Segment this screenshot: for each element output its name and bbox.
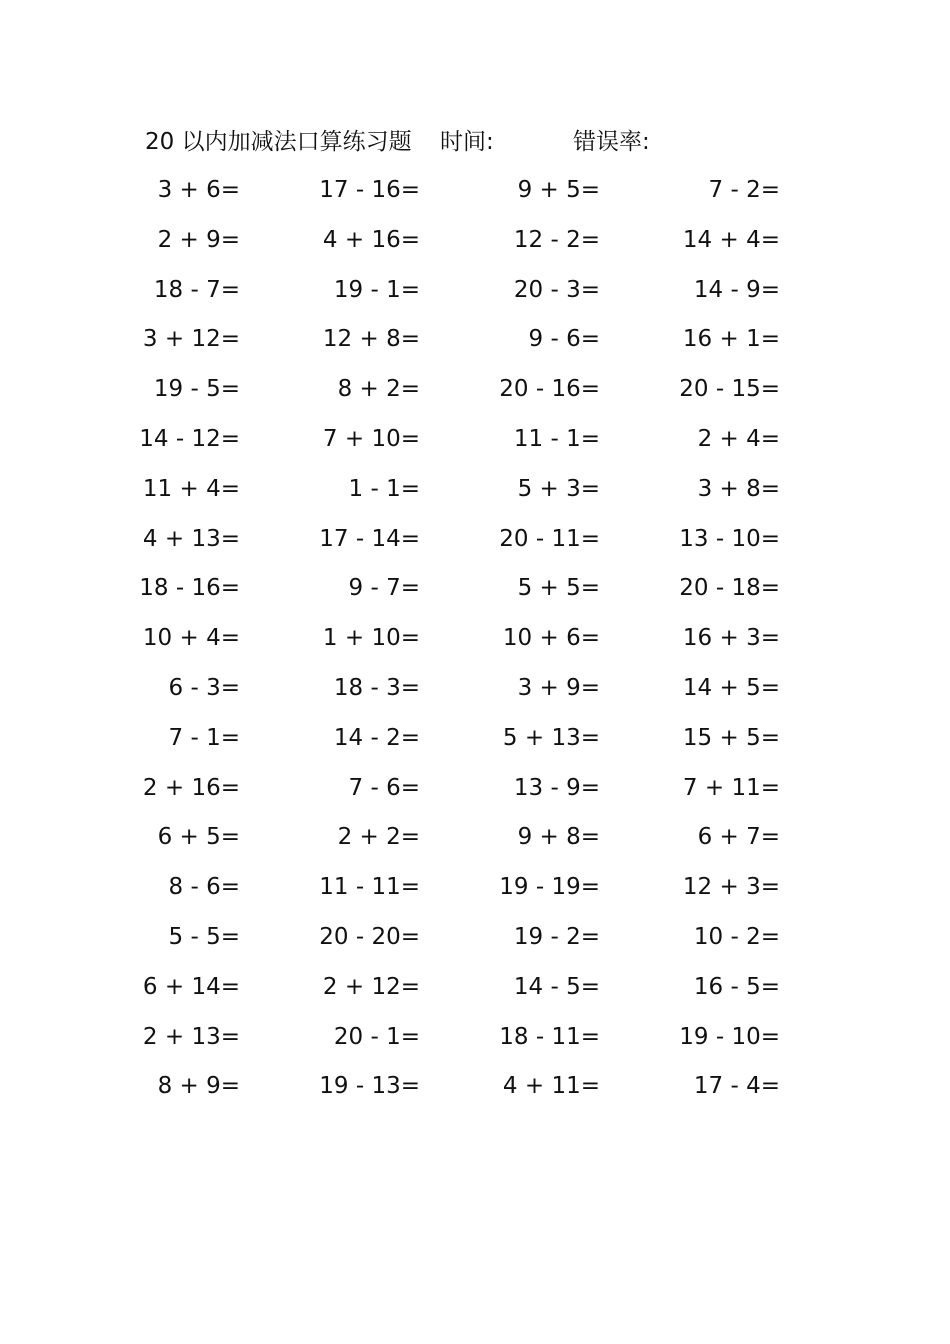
problem-item: 20 - 20= [319, 924, 420, 950]
problem-item: 4 + 16= [322, 226, 420, 253]
problem-item: 19 - 5= [153, 376, 240, 403]
problem-item: 16 + 3= [682, 625, 780, 652]
problem-item: 8 - 6= [168, 874, 240, 901]
worksheet-title: 20 以内加减法口算练习题 [145, 129, 412, 155]
problem-item: 7 + 10= [322, 426, 420, 452]
problem-item: 2 + 2= [337, 824, 420, 851]
problem-item: 9 - 7= [348, 575, 420, 602]
problem-item: 6 + 7= [697, 824, 780, 851]
problem-item: 19 - 13= [319, 1073, 420, 1100]
problem-item: 4 + 13= [142, 525, 240, 552]
problem-item: 5 + 3= [517, 475, 600, 502]
problem-item: 11 - 1= [513, 426, 600, 452]
problem-item: 19 - 10= [679, 1023, 780, 1050]
problem-item: 17 - 14= [319, 525, 420, 552]
problem-item: 14 - 12= [139, 426, 240, 452]
problem-item: 20 - 15= [679, 376, 780, 403]
problem-item: 3 + 9= [517, 675, 600, 701]
problem-item: 20 - 1= [333, 1023, 420, 1050]
problem-item: 8 + 2= [337, 376, 420, 403]
problem-item: 13 - 9= [513, 774, 600, 801]
problem-item: 13 - 10= [679, 525, 780, 552]
problem-item: 2 + 9= [157, 226, 240, 253]
problem-item: 19 - 2= [513, 924, 600, 950]
problem-item: 18 - 11= [499, 1023, 600, 1050]
problem-item: 7 - 1= [168, 724, 240, 751]
problem-item: 19 - 19= [499, 874, 600, 901]
error-rate-label: 错误率: [573, 129, 650, 155]
problem-item: 10 - 2= [693, 924, 780, 950]
problem-item: 2 + 16= [142, 774, 240, 801]
problem-item: 14 + 5= [682, 675, 780, 701]
problem-item: 14 - 9= [693, 276, 780, 303]
problem-item: 14 + 4= [682, 226, 780, 253]
problem-item: 20 - 18= [679, 575, 780, 602]
problem-item: 2 + 13= [142, 1023, 240, 1050]
problem-item: 18 - 7= [153, 276, 240, 303]
problem-item: 19 - 1= [333, 276, 420, 303]
problem-item: 10 + 6= [502, 625, 600, 652]
problem-item: 18 - 3= [333, 675, 420, 701]
problem-item: 20 - 3= [513, 276, 600, 303]
problem-item: 3 + 8= [697, 475, 780, 502]
problem-item: 12 + 3= [682, 874, 780, 901]
problem-item: 7 + 11= [682, 774, 780, 801]
problem-item: 15 + 5= [682, 724, 780, 751]
problem-item: 11 - 11= [319, 874, 420, 901]
problem-item: 9 - 6= [528, 326, 600, 353]
problem-item: 14 - 2= [333, 724, 420, 751]
problem-item: 6 + 14= [142, 973, 240, 1000]
problem-item: 12 - 2= [513, 226, 600, 253]
time-label: 时间: [440, 129, 494, 155]
problem-item: 9 + 5= [517, 177, 600, 203]
problem-item: 10 + 4= [142, 625, 240, 652]
problem-item: 16 - 5= [693, 973, 780, 1000]
problem-item: 11 + 4= [142, 475, 240, 502]
problem-item: 12 + 8= [322, 326, 420, 353]
problem-item: 17 - 16= [319, 177, 420, 203]
problem-item: 7 - 6= [348, 774, 420, 801]
problem-item: 1 + 10= [322, 625, 420, 652]
problem-item: 16 + 1= [682, 326, 780, 353]
problem-item: 20 - 11= [499, 525, 600, 552]
problem-item: 14 - 5= [513, 973, 600, 1000]
problem-item: 1 - 1= [348, 475, 420, 502]
problem-item: 20 - 16= [499, 376, 600, 403]
problem-item: 8 + 9= [157, 1073, 240, 1100]
problem-item: 2 + 12= [322, 973, 420, 1000]
problem-item: 3 + 12= [142, 326, 240, 353]
problem-item: 7 - 2= [708, 177, 780, 203]
problem-item: 18 - 16= [139, 575, 240, 602]
problem-item: 5 + 5= [517, 575, 600, 602]
problem-item: 5 + 13= [502, 724, 600, 751]
problem-item: 2 + 4= [697, 426, 780, 452]
problem-item: 6 + 5= [157, 824, 240, 851]
problem-item: 3 + 6= [157, 177, 240, 203]
problem-item: 17 - 4= [693, 1073, 780, 1100]
problem-item: 6 - 3= [168, 675, 240, 701]
problem-item: 4 + 11= [502, 1073, 600, 1100]
problem-item: 5 - 5= [168, 924, 240, 950]
problem-item: 9 + 8= [517, 824, 600, 851]
